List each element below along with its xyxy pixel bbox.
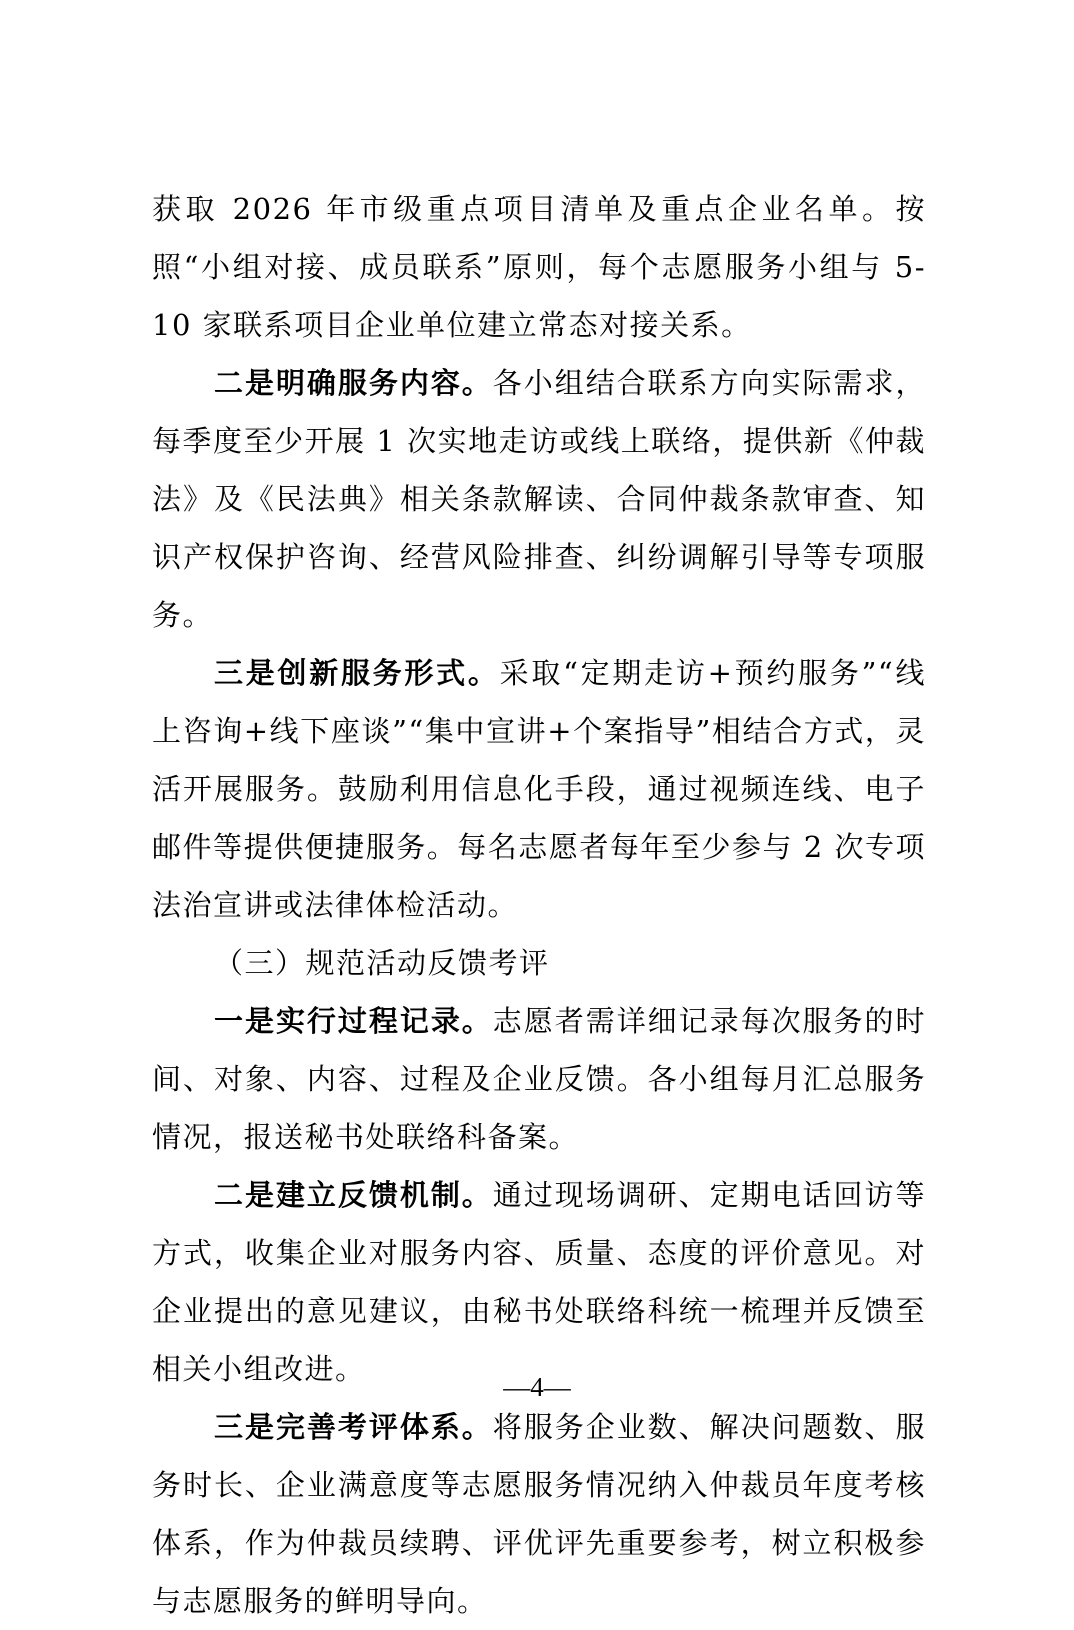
paragraph-text: 将服务企业数、解决问题数、服务时长、企业满意度等志愿服务情况纳入仲裁员年度考核体系，作为仲裁员续聘、评优评先重要参考，树立积极参与志愿服务的鲜明导向。 — [152, 1410, 926, 1618]
paragraph-continuation — [152, 180, 926, 354]
section-heading: （三）规范活动反馈考评 — [214, 946, 550, 980]
paragraph-lead: 三是完善考评体系。 — [214, 1410, 493, 1444]
page-number: —4— — [503, 1372, 571, 1402]
paragraph-lead: 二是明确服务内容。 — [214, 366, 493, 400]
paragraph-text: 通过现场调研、定期电话回访等方式，收集企业对服务内容、质量、态度的评价意见。对企业提出的意见建议，由秘书处联络科统一梳理并反馈至相关小组改进。 — [152, 1178, 926, 1386]
paragraph-service-form — [152, 644, 926, 934]
paragraph-text: 采取“定期走访+预约服务”“线上咨询+线下座谈”“集中宣讲+个案指导”相结合方式，灵活开展服务。鼓励利用信息化手段，通过视频连线、电子邮件等提供便捷服务。每名志愿者每年至少参与 2 次专项法治宣讲或法律体检活动。 — [152, 656, 926, 922]
body-text — [152, 180, 926, 1630]
paragraph-process-record — [152, 992, 926, 1166]
paragraph-lead: 三是创新服务形式。 — [214, 656, 500, 690]
paragraph-text: 获取 2026 年市级重点项目清单及重点企业名单。按照“小组对接、成员联系”原则，每个志愿服务小组与 5-10 家联系项目企业单位建立常态对接关系。 — [152, 192, 926, 342]
paragraph-service-content — [152, 354, 926, 644]
paragraph-text: 各小组结合联系方向实际需求，每季度至少开展 1 次实地走访或线上联络，提供新《仲裁法》及《民法典》相关条款解读、合同仲裁条款审查、知识产权保护咨询、经营风险排查、纠纷调解引导等专项服务。 — [152, 366, 926, 632]
paragraph-evaluation-system — [152, 1398, 926, 1630]
paragraph-lead: 一是实行过程记录。 — [214, 1004, 493, 1038]
paragraph-text: 志愿者需详细记录每次服务的时间、对象、内容、过程及企业反馈。各小组每月汇总服务情况，报送秘书处联络科备案。 — [152, 1004, 926, 1154]
paragraph-lead: 二是建立反馈机制。 — [214, 1178, 493, 1212]
paragraph-feedback-mechanism — [152, 1166, 926, 1398]
